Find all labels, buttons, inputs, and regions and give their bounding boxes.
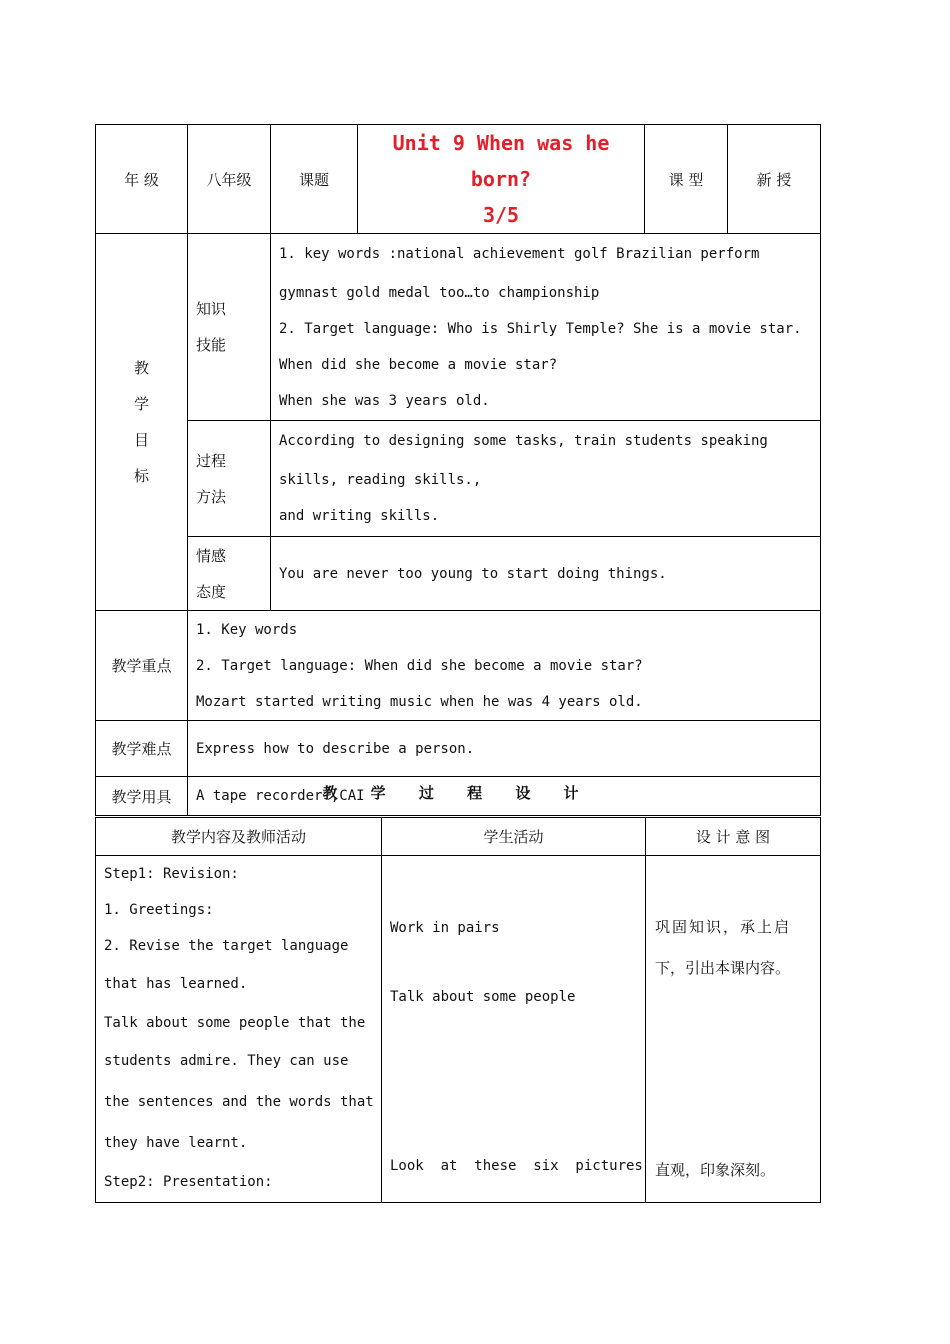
attitude-label: 情感 态度 — [188, 537, 271, 611]
attitude-content: You are never too young to start doing things. — [271, 537, 821, 611]
key-points-content: 1. Key words 2. Target language: When did she become a movie star? Mozart started writing music when he was 4 years old. — [188, 611, 821, 721]
difficulty-label: 教学难点 — [96, 721, 188, 777]
process-design-heading: 教 学 过 程 设 计 — [322, 784, 593, 802]
tools-content: A tape recorder ,CAI — [188, 777, 821, 816]
teacher-activity-header: 教学内容及教师活动 — [96, 818, 382, 856]
student-activity-header: 学生活动 — [382, 818, 646, 856]
type-value: 新 授 — [728, 125, 821, 234]
design-intent-header: 设 计 意 图 — [646, 818, 821, 856]
process-step-row — [96, 856, 821, 1203]
process-design-table — [95, 817, 821, 1203]
difficulty-content: Express how to describe a person. — [188, 721, 821, 777]
process-content: According to designing some tasks, train students speaking skills, reading skills., and writing skills. — [271, 421, 821, 537]
header-row — [96, 125, 821, 234]
topic-label: 课题 — [271, 125, 358, 234]
topic-title: Unit 9 When was he born? — [392, 131, 610, 191]
tools-label: 教学用具 — [96, 777, 188, 816]
design-intent-content — [646, 856, 821, 1203]
student-activity-content — [382, 856, 646, 1203]
difficulty-row — [96, 721, 821, 777]
type-label: 课 型 — [645, 125, 728, 234]
intent-line: 下，引出本课内容。 — [655, 959, 791, 977]
knowledge-row — [96, 234, 821, 421]
process-header-row — [96, 818, 821, 856]
objectives-label: 教 学 目 标 — [96, 234, 188, 611]
grade-label: 年 级 — [96, 125, 188, 234]
topic-value — [358, 125, 645, 234]
key-points-row — [96, 611, 821, 721]
teacher-activity-content: Step1: Revision: 1. Greetings: 2. Revise the target language that has learned. Talk about some people that the students admire. They can use the sentences and the words that they have learnt. Step2: Presentation: — [96, 856, 382, 1203]
lesson-overview-table — [95, 124, 821, 816]
process-label: 过程 方法 — [188, 421, 271, 537]
key-points-label: 教学重点 — [96, 611, 188, 721]
intent-line: 巩固知识，承上启 — [655, 918, 792, 936]
intent-line: 直观，印象深刻。 — [655, 1161, 776, 1179]
grade-value: 八年级 — [188, 125, 271, 234]
knowledge-content: 1. key words :national achievement golf Brazilian perform gymnast gold medal too…to championship 2. Target language: Who is Shirly Temple? She is a movie star. When did she become a movie star? When she was 3 years old. — [271, 234, 821, 421]
student-activity-item: Look at these six pictures — [390, 1158, 643, 1174]
knowledge-label: 知识 技能 — [188, 234, 271, 421]
topic-period: 3/5 — [482, 203, 520, 227]
process-row — [96, 421, 821, 537]
student-activity-item: Talk about some people — [390, 989, 576, 1005]
student-activity-item: Work in pairs — [390, 920, 500, 936]
attitude-row — [96, 537, 821, 611]
